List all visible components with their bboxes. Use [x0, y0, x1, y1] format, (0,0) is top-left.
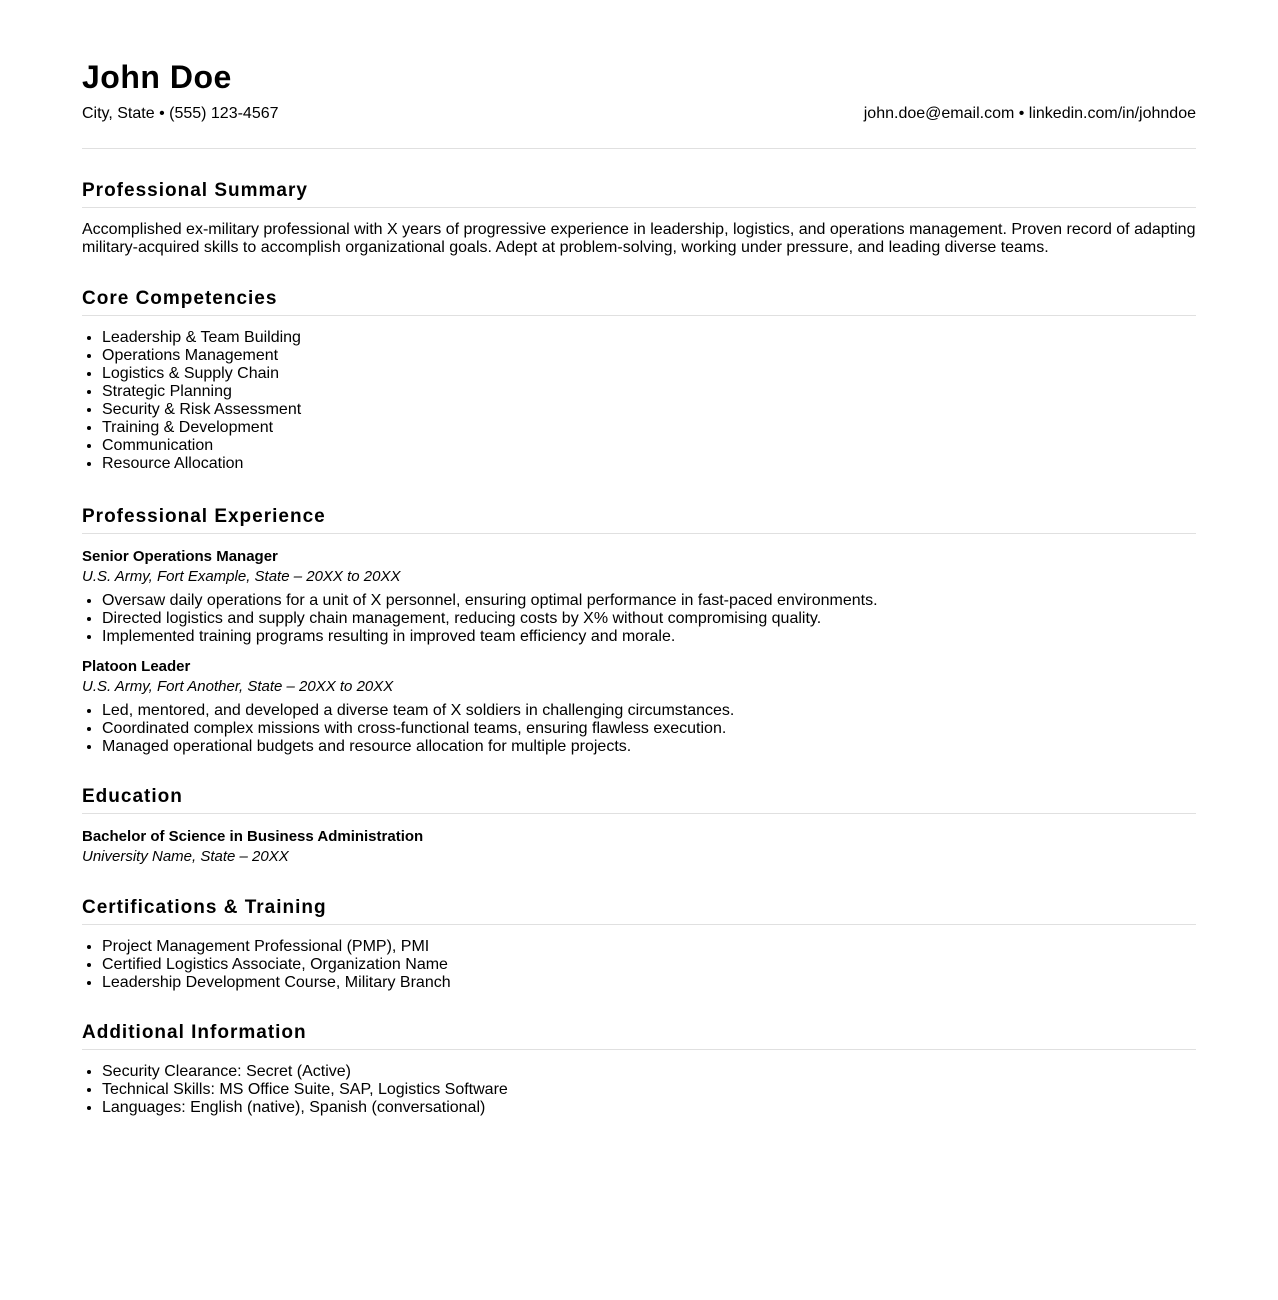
section-title: Additional Information: [82, 1022, 1196, 1050]
resume-header: [82, 58, 1196, 149]
list-item: • Resource Allocation: [102, 455, 1196, 473]
section-title: Professional Summary: [82, 180, 1196, 208]
summary-text: Accomplished ex-military professional with X years of progressive experience in leadership, logistics, and operations management. Proven record of adapting military-acquired skills to accomplish organizational goals. Adept at problem-solving, working under pressure, and leading diverse teams.: [82, 221, 1196, 256]
list-item: • Security & Risk Assessment: [102, 401, 1196, 419]
section-title: Core Competencies: [82, 288, 1196, 316]
list-item: • Led, mentored, and developed a diverse team of X soldiers in challenging circumstances.: [102, 702, 1196, 720]
list-item: • Implemented training programs resulting in improved team efficiency and morale.: [102, 628, 1196, 646]
list-item: • Leadership & Team Building: [102, 329, 1196, 347]
section-professional-summary: [82, 180, 1196, 257]
section-additional-information: [82, 1022, 1196, 1117]
list-item: • Directed logistics and supply chain management, reducing costs by X% without compromising quality.: [102, 610, 1196, 628]
email-linkedin: john.doe@email.com • linkedin.com/in/johndoe: [863, 105, 1196, 122]
section-professional-experience: [82, 506, 1196, 756]
section-education: [82, 786, 1196, 867]
job-meta: U.S. Army, Fort Example, State – 20XX to 20XX: [82, 568, 401, 585]
section-core-competencies: [82, 288, 1196, 473]
section-title: Certifications & Training: [82, 897, 1196, 925]
list-item: • Security Clearance: Secret (Active): [102, 1063, 1196, 1081]
list-item: • Technical Skills: MS Office Suite, SAP, Logistics Software: [102, 1081, 1196, 1099]
list-item: • Languages: English (native), Spanish (conversational): [102, 1099, 1196, 1117]
additional-list: [82, 1063, 1196, 1117]
list-item: • Operations Management: [102, 347, 1196, 365]
location-phone: City, State • (555) 123-4567: [82, 105, 279, 122]
certifications-list: [82, 938, 1196, 992]
job-title: Senior Operations Manager: [82, 548, 278, 565]
school: University Name, State – 20XX: [82, 848, 289, 865]
list-item: • Coordinated complex missions with cross-functional teams, ensuring flawless execution.: [102, 720, 1196, 738]
list-item: • Leadership Development Course, Military Branch: [102, 974, 1196, 992]
list-item: • Certified Logistics Associate, Organization Name: [102, 956, 1196, 974]
degree: Bachelor of Science in Business Administration: [82, 828, 424, 845]
job-bullets: [82, 592, 1196, 646]
job-title: Platoon Leader: [82, 658, 191, 675]
job-bullets: [82, 702, 1196, 756]
section-title: Professional Experience: [82, 506, 1196, 534]
section-certifications: [82, 897, 1196, 992]
list-item: • Managed operational budgets and resource allocation for multiple projects.: [102, 738, 1196, 756]
resume-page: [82, 0, 1196, 1117]
list-item: • Project Management Professional (PMP), PMI: [102, 938, 1196, 956]
job-entry: [82, 547, 1196, 646]
competencies-list: [82, 329, 1196, 473]
list-item: • Training & Development: [102, 419, 1196, 437]
list-item: • Oversaw daily operations for a unit of X personnel, ensuring optimal performance in fast-paced environments.: [102, 592, 1196, 610]
list-item: • Strategic Planning: [102, 383, 1196, 401]
candidate-name: John Doe: [82, 59, 232, 95]
list-item: • Communication: [102, 437, 1196, 455]
job-entry: [82, 657, 1196, 756]
section-title: Education: [82, 786, 1196, 814]
job-meta: U.S. Army, Fort Another, State – 20XX to 20XX: [82, 678, 394, 695]
list-item: • Logistics & Supply Chain: [102, 365, 1196, 383]
contact-row: [82, 104, 1196, 124]
